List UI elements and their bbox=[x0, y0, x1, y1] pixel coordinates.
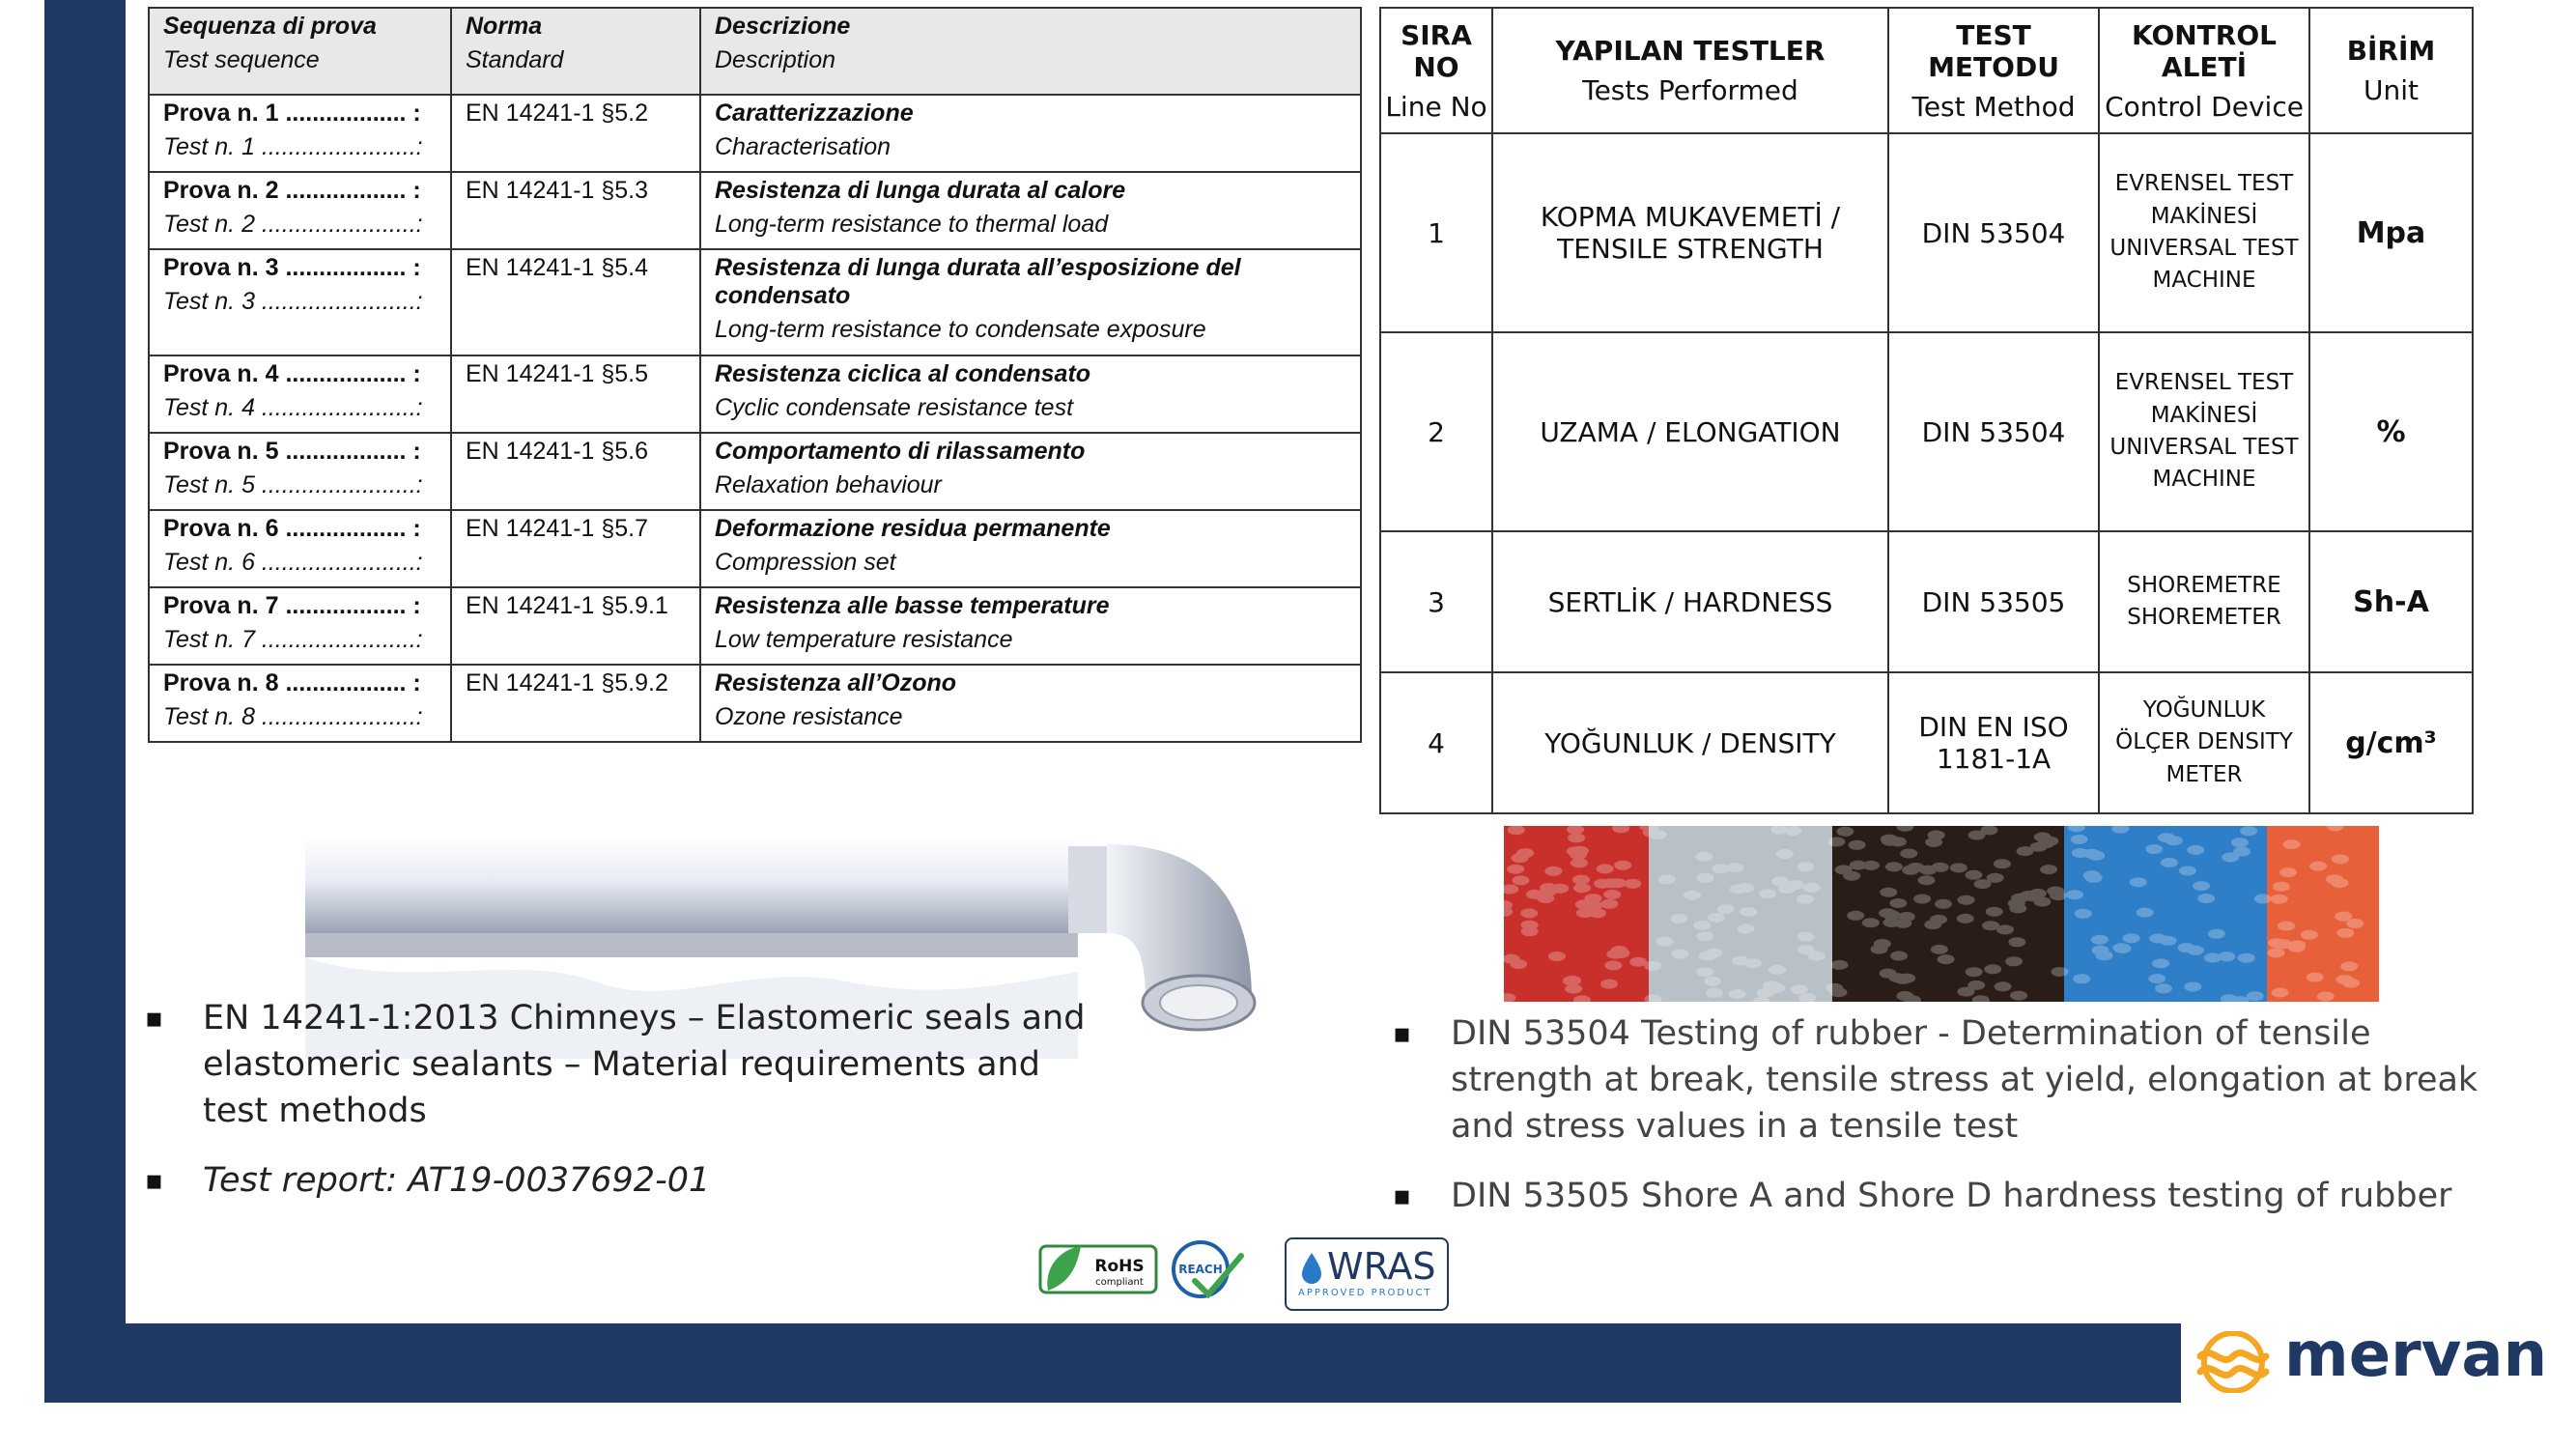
rohs-logo bbox=[1038, 1240, 1158, 1298]
table-row: Prova n. 6 .................. : Test n. 6 .......................: EN 14241-1 §5.7 Deformazione residua permanente Compression set bbox=[149, 510, 1361, 587]
table-row: 1 KOPMA MUKAVEMETİ / TENSILE STRENGTH DIN 53504 EVRENSEL TEST MAKİNESİ UNIVERSAL TEST MACHINE Mpa bbox=[1380, 133, 2473, 332]
table-row: Prova n. 4 .................. : Test n. 4 .......................: EN 14241-1 §5.5 Resistenza ciclica al condensato Cyclic condensate resistance test bbox=[149, 355, 1361, 433]
reach-logo bbox=[1166, 1238, 1245, 1300]
bullet-din-53504: ▪ DIN 53504 Testing of rubber - Determination of tensile strength at break, tensile stress at yield, elongation at break and stress values in a tensile test bbox=[1393, 1010, 2504, 1150]
header-method: TEST METODU Test Method bbox=[1888, 8, 2099, 133]
table-row: 2 UZAMA / ELONGATION DIN 53504 EVRENSEL TEST MAKİNESİ UNIVERSAL TEST MACHINE % bbox=[1380, 332, 2473, 531]
mervan-wave-icon bbox=[2191, 1331, 2276, 1393]
wras-logo: WRAS APPROVED PRODUCT bbox=[1285, 1237, 1449, 1311]
header-device: KONTROL ALETİ Control Device bbox=[2099, 8, 2309, 133]
bullet-din-53505: ▪ DIN 53505 Shore A and Shore D hardness testing of rubber bbox=[1393, 1173, 2504, 1219]
svg-text:RoHS: RoHS bbox=[1094, 1257, 1145, 1276]
table-row: 4 YOĞUNLUK / DENSITY DIN EN ISO 1181-1A YOĞUNLUK ÖLÇER DENSITY METER g/cm³ bbox=[1380, 672, 2473, 813]
table-header-row bbox=[1380, 8, 2473, 133]
table-row: Prova n. 3 .................. : Test n. 3 .......................: EN 14241-1 §5.4 Resistenza di lunga durata all’esposizione del condensato Long-term resistance to condensate exposure bbox=[149, 249, 1361, 355]
header-tests: YAPILAN TESTLER Tests Performed bbox=[1492, 8, 1888, 133]
frame-bottom-bar bbox=[44, 1323, 2181, 1403]
table-row: Prova n. 8 .................. : Test n. 8 .......................: EN 14241-1 §5.9.2 Resistenza all’Ozono Ozone resistance bbox=[149, 665, 1361, 742]
left-bullet-list bbox=[145, 995, 1091, 1227]
header-unit: BİRİM Unit bbox=[2309, 8, 2473, 133]
tests-performed-table bbox=[1379, 7, 2474, 814]
table-header-row bbox=[149, 8, 1361, 95]
header-line-no: SIRA NO Line No bbox=[1380, 8, 1492, 133]
header-sequence: Sequenza di prova Test sequence bbox=[149, 8, 451, 95]
svg-text:REACH: REACH bbox=[1178, 1263, 1223, 1276]
table-row: Prova n. 2 .................. : Test n. 2 .......................: EN 14241-1 §5.3 Resistenza di lunga durata al calore Long-term resistance to thermal load bbox=[149, 172, 1361, 249]
frame-left-bar bbox=[44, 0, 126, 1403]
table-row: Prova n. 1 .................. : Test n. 1 .......................: EN 14241-1 §5.2 Caratterizzazione Characterisation bbox=[149, 95, 1361, 172]
bullet-test-report: ▪ Test report: AT19-0037692-01 bbox=[145, 1157, 1091, 1204]
header-description: Descrizione Description bbox=[700, 8, 1361, 95]
table-row: Prova n. 5 .................. : Test n. 5 .......................: EN 14241-1 §5.6 Comportamento di rilassamento Relaxation behaviour bbox=[149, 433, 1361, 510]
rubber-granules-image bbox=[1504, 826, 2379, 1002]
svg-text:compliant: compliant bbox=[1095, 1277, 1144, 1288]
mervan-logo: mervan bbox=[2181, 1320, 2576, 1403]
table-row: Prova n. 7 .................. : Test n. 7 .......................: EN 14241-1 §5.9.1 Resistenza alle basse temperature Low temperature resistance bbox=[149, 587, 1361, 665]
test-sequence-table bbox=[148, 7, 1362, 743]
table-row: 3 SERTLİK / HARDNESS DIN 53505 SHOREMETRE SHOREMETER Sh-A bbox=[1380, 531, 2473, 672]
water-drop-icon bbox=[1300, 1251, 1323, 1284]
right-bullet-list bbox=[1393, 1010, 2504, 1242]
header-standard: Norma Standard bbox=[451, 8, 700, 95]
bullet-standard: ▪ EN 14241-1:2013 Chimneys – Elastomeric seals and elastomeric sealants – Material requirements and test methods bbox=[145, 995, 1091, 1134]
